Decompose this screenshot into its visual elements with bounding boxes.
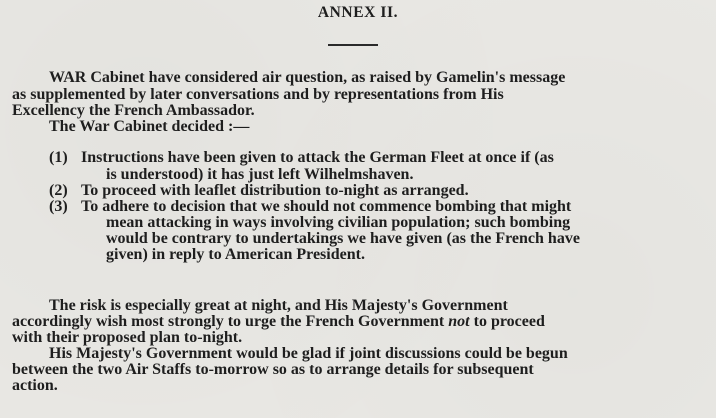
para2-line2 [12, 314, 545, 329]
para2-line2-end: to proceed [469, 313, 545, 330]
para3-line1: His Majesty's Government would be glad if joint discussions could be begun [49, 345, 568, 362]
item3-number: (3) [49, 198, 68, 215]
para3-line2: between the two Air Staffs to-morrow so as to arrange details for subsequent [12, 361, 534, 378]
para2-line1: The risk is especially great at night, and His Majesty's Government [49, 297, 508, 314]
item3-line4: given) in reply to American President. [106, 246, 365, 263]
para2-emphasis: not [448, 313, 470, 330]
item1-line2: is understood) it has just left Wilhelmshaven. [106, 166, 414, 183]
item1-number: (1) [49, 149, 68, 166]
annex-heading: ANNEX II. [317, 4, 399, 21]
item2-line1: To proceed with leaflet distribution to-night as arranged. [81, 182, 469, 199]
para1-line3: Excellency the French Ambassador. [12, 102, 255, 119]
para3-line3: action. [12, 377, 58, 394]
para1-line1: WAR Cabinet have considered air question, as raised by Gamelin's message [49, 69, 566, 86]
item3-line2: mean attacking in ways involving civilian population; such bombing [106, 214, 571, 231]
para2-line2-start: accordingly wish most strongly to urge the French Government [12, 313, 449, 330]
para1-line2: as supplemented by later conversations and by representations from His [12, 86, 504, 103]
decided-line: The War Cabinet decided :— [49, 118, 250, 135]
item3-line1: To adhere to decision that we should not commence bombing that might [81, 198, 572, 215]
item1-line1: Instructions have been given to attack the German Fleet at once if (as [81, 149, 554, 166]
para2-line3: with their proposed plan to-night. [12, 329, 243, 346]
item2-number: (2) [49, 182, 68, 199]
item3-line3: would be contrary to undertakings we have given (as the French have [106, 230, 580, 247]
heading-rule [328, 44, 378, 46]
